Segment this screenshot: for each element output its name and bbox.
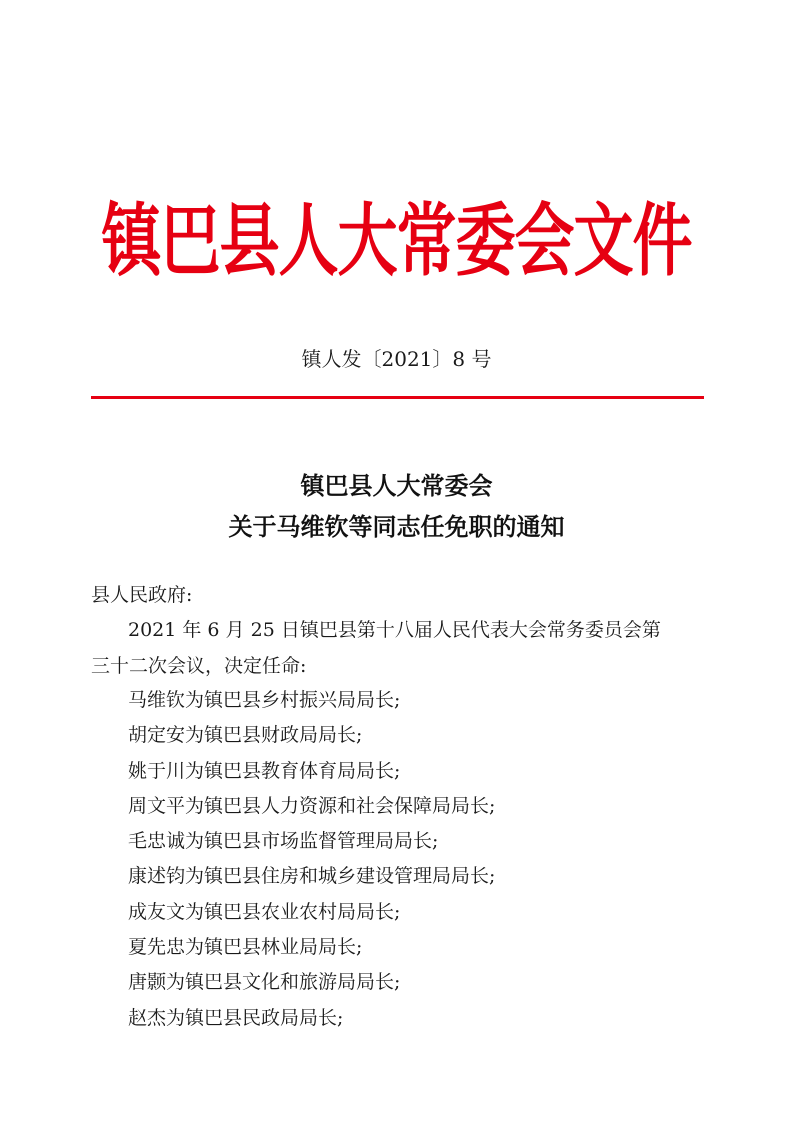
appointment-item: 唐颢为镇巴县文化和旅游局局长;	[128, 971, 401, 994]
paragraph-line-2: 三十二次会议，决定任命:	[91, 655, 307, 677]
appointment-list	[128, 686, 495, 1039]
document-header-title: 镇巴县人大常委会文件	[101, 195, 692, 288]
appointment-item: 毛忠诚为镇巴县市场监督管理局局长;	[128, 830, 439, 853]
paragraph-line-1: 2021 年 6 月 25 日镇巴县第十八届人民代表大会常务委员会第	[128, 619, 661, 641]
appointment-item: 赵杰为镇巴县民政局局长;	[128, 1006, 344, 1029]
appointment-item: 胡定安为镇巴县财政局局长;	[128, 724, 363, 747]
appointment-item: 马维钦为镇巴县乡村振兴局局长;	[128, 689, 401, 711]
document-number: 镇人发〔2021〕8 号	[301, 347, 492, 371]
appointment-item: 姚于川为镇巴县教育体育局局长;	[128, 759, 401, 782]
appointment-item: 成友文为镇巴县农业农村局局长;	[128, 900, 401, 923]
appointment-item: 康述钧为镇巴县住房和城乡建设管理局局长;	[128, 865, 496, 888]
appointment-item: 周文平为镇巴县人力资源和社会保障局局长;	[128, 794, 496, 817]
red-divider-line	[91, 396, 704, 399]
salutation: 县人民政府:	[91, 584, 193, 606]
appointment-item: 夏先忠为镇巴县林业局局长;	[128, 936, 363, 959]
notice-title-line1: 镇巴县人大常委会	[300, 471, 493, 500]
notice-title-line2: 关于马维钦等同志任免职的通知	[228, 512, 565, 541]
